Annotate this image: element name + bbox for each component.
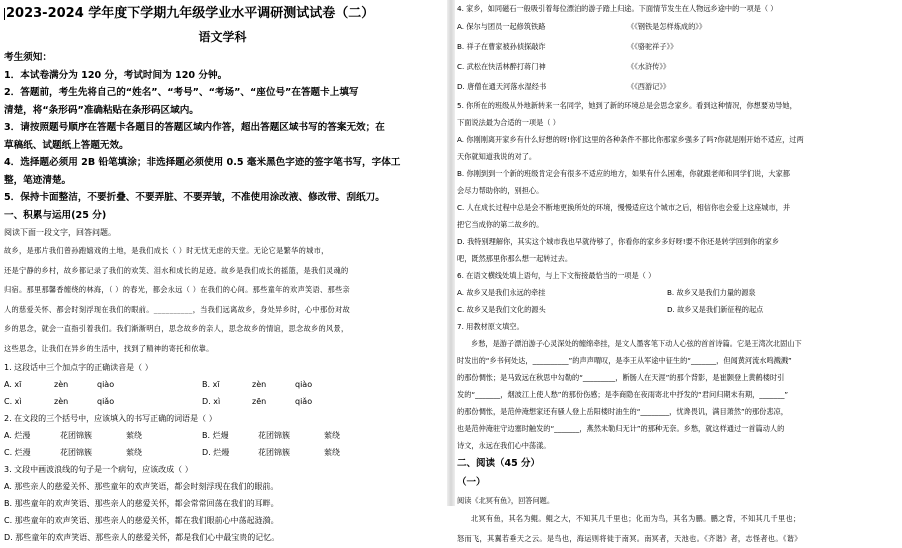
option-text: zēn [252,396,267,406]
instruction: 阅读下面一段文字，回答问题。 [4,228,116,237]
option-text: 萦绕 [324,430,340,440]
option-text: 萦绕 [324,447,340,457]
option-text: A. 故乡又是我们永远的牵挂 [457,288,546,297]
question-1-options-ab [4,376,441,393]
question-5-line: D. 我特别理解你，其实这个城市我也早就待够了，你看你的家乡多好呀!要不你还是转学回到你的家乡 [457,237,780,246]
passage-line: 乡的思念，就会一直指引着我们。我们渐渐明白，思念故乡的亲人，思念故乡的情谊，思念故乡的风景， [4,324,349,334]
question-4-option [457,77,898,97]
passage-line: 故乡，是那片我们曾孙跑嬉戏的土地，是我们成长（ ）时无忧无虑的天堂。无论它是繁华的城市， [4,246,329,255]
notice-line: 4．选择题必须用 2B 铅笔填涂；非选择题必须使用 0.5 毫米黑色字迹的签字笔书写，字体工 [4,157,401,168]
option-text: C. 故乡又是我们文化的源头 [457,305,546,314]
notice-line: 草稿纸、试题纸上答题无效。 [4,139,129,151]
option-line: B. 那些童年的欢声笑语、那些亲人的慈爱关怀，都会常常回荡在我们的耳畔。 [4,498,279,508]
option-text: qiào [97,379,115,389]
option-text: D. xì [202,396,221,406]
question-7-line: 的那份惆怅，是范仲淹想家还有骚人登上岳阳楼时油生的“________，忧谗畏讥，满目萧然”的那份悲凉， [457,407,788,416]
subsection-heading: （一） [457,477,486,488]
subject-title: 语文学科 [198,30,247,44]
classical-line: 北冥有鱼，其名为鲲。鲲之大，不知其几千里也；化而为鸟，其名为鹏。鹏之背，不知其几千里也； [471,514,801,523]
option-text: C. 武松在快活林醉打蒋门神 [457,62,546,71]
option-line: D. 那些童年的欢声笑语、那些亲人的慈爱关怀，都是我们心中最宝贵的记忆。 [4,532,280,542]
option-text: qiǎo [295,396,313,406]
instruction: 阅读《北冥有鱼》，回答问题。 [457,496,555,505]
option-text: 萦绕 [126,447,142,457]
question-5-line: 会尽力帮助你的，别担心。 [457,186,544,195]
notice-line: 整，笔迹清楚。 [4,174,72,186]
question-5-line: 下面说法最为合适的一项是（ ） [457,118,560,127]
option-text: qiào [295,379,313,389]
option-text: A. xī [4,379,22,389]
option-text: A. 保尔与团员一起修筑铁路 [457,22,546,31]
option-text: D. 烂熳 [202,447,230,457]
classical-line: 怒而飞，其翼若垂天之云。是鸟也，海运则将徙于南冥。南冥者，天池也。《齐谐》者，志怪者也。《谐》 [457,533,802,543]
page-gutter [447,0,455,506]
question-2-options-ab [4,427,441,444]
question-2: 2. 在文段的三个括号中，应该填入的书写正确的词语是（ ） [4,413,217,423]
option-text: B. xī [202,379,220,389]
notice-line: 清楚，将“条形码”准确粘贴在条形码区域内。 [4,104,199,116]
question-1-options-cd [4,393,441,410]
question-7-line: 的那份惆怅；是马致远在秋思中勾勒的“_________，断肠人在天涯”的那个背影，是崔颢登上黄鹤楼时引 [457,373,785,382]
option-text: 花团锦簇 [258,447,290,457]
question-7-line: 诗文，永远在我们心中荡漾。 [457,441,551,450]
section-heading: 一、积累与运用(25 分) [4,209,107,221]
option-line: A. 那些亲人的慈爱关怀、那些童年的欢声笑语，都会时刻浮现在我们的眼前。 [4,481,279,491]
section-heading: 二、阅读（45 分） [457,458,541,469]
option-text: B. 祥子在曹家被孙侦探敲诈 [457,42,546,51]
question-7-line: 也是范仲淹驻守边塞时触发的“_______，燕然未勒归无计”的那种无奈。乡愁，就这样通过一首篇动人的 [457,424,785,433]
option-text: 萦绕 [126,430,142,440]
option-text: zèn [54,396,69,406]
question-6-options [457,301,898,318]
question-4-option [457,37,898,57]
question-2-options-cd [4,444,441,461]
option-text: 花团锦簇 [60,430,92,440]
option-text: D. 故乡又是我们新征程的起点 [667,305,764,314]
question-6-options [457,284,898,301]
option-book: 《《水浒传》》 [627,62,671,71]
passage-line: 归宿。那里那馨香缠绕的林海，（ ）的春光，都会永远（ ）在我们的心间。那些童年的欢声笑语、那些亲 [4,285,350,295]
question-7-line: 发的“_______，烟波江上使人愁”的那份伤感；是李商隐在夜雨寄北中抒发的“君问归期未有期，_______” [457,390,789,399]
question-6: 6. 在语文横线处填上语句，与上下文衔接最恰当的一项是（ ） [457,271,656,280]
option-book: 《《骆驼祥子》》 [627,42,678,51]
notice-line: 2．答题前，考生先将自己的“姓名”、“考号”、“考场”、“座位号”在答题卡上填写 [4,87,359,98]
question-5-line: 天你就知道我说的对了。 [457,152,537,161]
option-text: 花团锦簇 [258,430,290,440]
question-5-line: A. 你刚刚离开家乡有什么好想的呀!你们这里的各种条件不都比你那家乡强多了吗?你就是刚开始不适应，过两 [457,135,804,144]
question-7: 7. 用教材原文填空。 [457,322,524,331]
option-text: 花团锦簇 [60,447,92,457]
question-1: 1. 这段话中三个加点字的正确读音是（ ） [4,362,153,372]
question-4-option [457,57,898,77]
notice-line: 3．请按照题号顺序在答题卡各题目的答题区域内作答，超出答题区域书写的答案无效；在 [4,122,385,133]
option-line: C. 那些童年的欢声笑语、那些亲人的慈爱关怀，都在我们眼前心中荡起涟漪。 [4,515,279,525]
question-5-line: 吧，既然那里你那么想一起转过去。 [457,254,573,263]
right-page [455,0,902,543]
option-text: qiǎo [97,396,115,406]
question-5-line: C. 人在成长过程中总是会不断地更换所处的环境，慢慢适应这个城市之后，相信你也会爱上这座城市，并 [457,203,791,212]
option-text: B. 烂熳 [202,430,229,440]
option-text: D. 唐僧在通天河落水湿经书 [457,82,547,91]
question-4-option [457,17,898,37]
left-page [0,0,447,542]
notice-line: 5．保持卡面整洁，不要折叠、不要弄脏、不要弄皱，不准使用涂改液、修改带、刮纸刀。 [4,192,385,203]
passage-line: 这些思念，让我们在异乡的生活中，找到了精神的寄托和依靠。 [4,343,214,353]
option-text: B. 故乡又是我们力量的源泉 [667,288,756,297]
option-text: zèn [252,379,267,389]
option-text: zèn [54,379,69,389]
question-4: 4. 家乡，如同磁石一般吸引着每位漂泊的游子踏上归途。下面情节发生在人物远乡途中的一项是（ ） [457,4,778,13]
question-5-line: B. 你刚到到一个新的班级肯定会有很多不适应的地方，如果有什么困难，你就跟老师和同学们说，大家都 [457,169,790,178]
question-3: 3. 文段中画波浪线的句子是一个病句，应该改成（ ） [4,464,193,474]
question-7-line: 时发出的“乡书何处达，__________”的声声喟叹，是李王从军途中征生的“_______，但闻黄河流水鸣溅溅” [457,356,792,365]
notice-title: 考生须知： [4,52,52,63]
option-text: C. 烂漫 [4,447,31,457]
exam-title: 2023-2024 学年度下学期九年级学业水平调研测试试卷（二） [6,6,375,21]
option-text: A. 烂漫 [4,430,31,440]
question-5-line: 把它当成你的第二故乡的。 [457,220,544,229]
option-book: 《《钢铁是怎样炼成的》》 [627,22,707,31]
passage-line: 人的慈爱关怀、都会时刻浮现在我们的眼前。__________，当我们远离故乡，身处异乡时，心中那份对故 [4,304,350,314]
option-book: 《《西游记》》 [627,82,671,91]
text-cursor [4,8,5,20]
option-text: C. xì [4,396,22,406]
passage-line: 还是宁静的乡村，故乡都记录了我们的欢笑、泪水和成长的足迹。故乡是我们成长的摇篮，是我们灵魂的 [4,265,349,275]
notice-line: 1．本试卷满分为 120 分，考试时间为 120 分钟。 [4,69,228,81]
question-7-line: 乡愁，是游子漂泊游子心灵深处的缠绵牵挂，是文人墨客笔下动人心弦的首首诗篇。它是王湾次北固山下 [471,339,802,348]
question-5-line: 5. 你所在的班级从外地新转来一名同学，她到了新的环境总是会思念家乡。看到这种情况，你想要劝导她， [457,101,797,110]
